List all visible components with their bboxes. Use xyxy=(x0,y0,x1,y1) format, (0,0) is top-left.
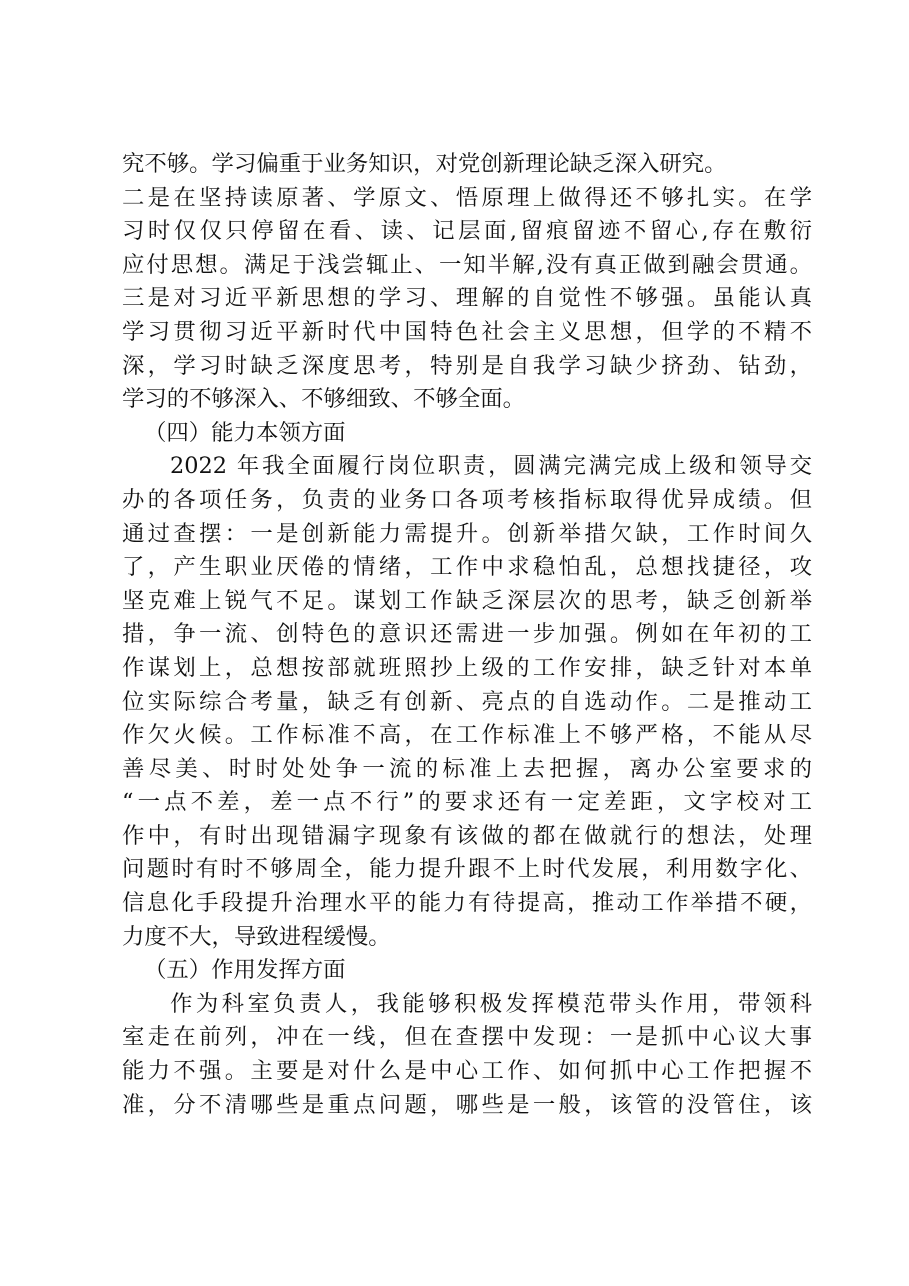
text-line: 善尽美、时时处处争一流的标准上去把握，离办公室要求的 xyxy=(122,755,812,782)
text-line: 究不够。学习偏重于业务知识，对党创新理论缺乏深入研究。 xyxy=(122,151,727,177)
text-line: 力度不大，导致进程缓慢。 xyxy=(122,923,391,950)
text-line: 能力不强。主要是对什么是中心工作、如何抓中心工作把握不 xyxy=(122,1058,812,1085)
text-line: 学习的不够深入、不够细致、不够全面。 xyxy=(122,386,526,413)
text-line: 准，分不清哪些是重点问题，哪些是一般，该管的没管住，该 xyxy=(122,1091,812,1118)
document-body-text xyxy=(122,148,812,1122)
text-line: 作为科室负责人，我能够积极发挥模范带头作用，带领科 xyxy=(170,990,812,1017)
text-line: 作谋划上，总想按部就班照抄上级的工作安排，缺乏针对本单 xyxy=(122,654,812,681)
section-heading: （五）作用发挥方面 xyxy=(144,957,346,984)
text-line: 室走在前列，冲在一线，但在查摆中发现：一是抓中心议大事 xyxy=(122,1024,812,1051)
text-line: 信息化手段提升治理水平的能力有待提高，推动工作举措不硬， xyxy=(122,890,812,917)
text-line: 作中，有时出现错漏字现象有该做的都在做就行的想法，处理 xyxy=(122,822,812,849)
text-line: 措，争一流、创特色的意识还需进一步加强。例如在年初的工 xyxy=(122,621,812,648)
text-line: “一点不差，差一点不行”的要求还有一定差距，文字校对工 xyxy=(122,789,812,816)
text-line: 坚克难上锐气不足。谋划工作缺乏深层次的思考，缺乏创新举 xyxy=(122,587,812,614)
text-line: 位实际综合考量，缺乏有创新、亮点的自选动作。二是推动工 xyxy=(122,688,812,715)
text-line: 深，学习时缺乏深度思考，特别是自我学习缺少挤劲、钻劲， xyxy=(122,352,812,379)
text-line: 二是在坚持读原著、学原文、悟原理上做得还不够扎实。在学 xyxy=(122,184,812,211)
text-line: 通过查摆：一是创新能力需提升。创新举措欠缺，工作时间久 xyxy=(122,520,812,547)
text-line: 习时仅仅只停留在看、读、记层面,留痕留迹不留心,存在敷衍 xyxy=(122,218,812,245)
text-line: 办的各项任务，负责的业务口各项考核指标取得优异成绩。但 xyxy=(122,486,812,513)
text-line: 2022 年我全面履行岗位职责，圆满完满完成上级和领导交 xyxy=(170,453,812,480)
text-line: 问题时有时不够周全，能力提升跟不上时代发展，利用数字化、 xyxy=(122,856,812,883)
text-line: 作欠火候。工作标准不高，在工作标准上不够严格，不能从尽 xyxy=(122,722,812,749)
text-line: 应付思想。满足于浅尝辄止、一知半解,没有真正做到融会贯通。 xyxy=(122,251,812,278)
section-heading: （四）能力本领方面 xyxy=(144,419,346,446)
text-line: 了，产生职业厌倦的情绪，工作中求稳怕乱，总想找捷径，攻 xyxy=(122,554,812,581)
text-line: 学习贯彻习近平新时代中国特色社会主义思想，但学的不精不 xyxy=(122,318,812,345)
text-line: 三是对习近平新思想的学习、理解的自觉性不够强。虽能认真 xyxy=(122,285,812,312)
